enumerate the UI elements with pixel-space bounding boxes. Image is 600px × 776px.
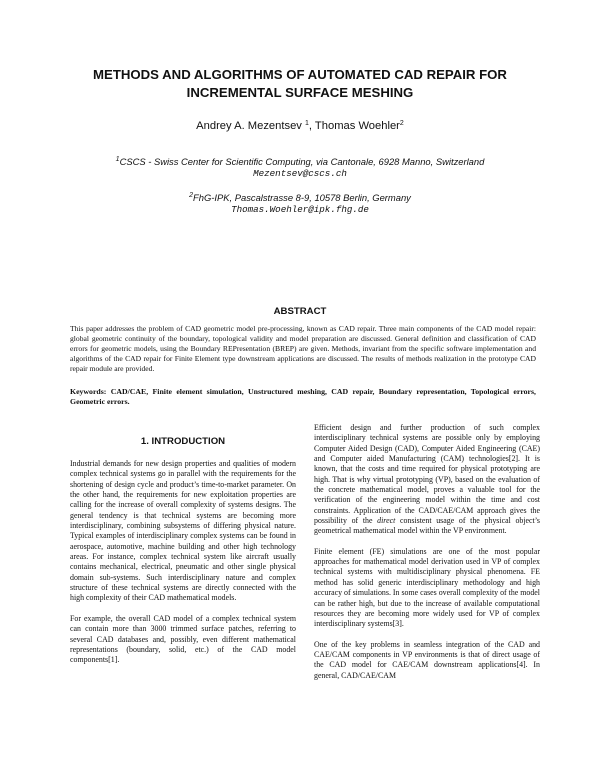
paragraph-part: consistent usage of the physical object’s geometrical mathematical model within the VP environment. bbox=[314, 516, 540, 536]
author-1-mark: 1 bbox=[305, 120, 309, 127]
affiliation-2-mark: 2 bbox=[189, 192, 194, 199]
emphasis: direct bbox=[377, 516, 396, 526]
paragraph: One of the key problems in seamless integration of the CAD and CAE/CAM components in VP environments is that of direct usage of the CAD model for CAE/CAM downstream applications[4]. In general, CAD/CAE/CAM bbox=[314, 639, 540, 680]
paragraph: Finite element (FE) simulations are one of the most popular approaches for mathematical model derivation used in VP of complex technical systems with multidisciplinary physical phenomena. FE method has solid generic interdisciplinary methodology and high accuracy of simulations. In some cases overall complexity of the model can be rather high, but due to the increase of available computational resources they are becoming more widely used for VP of complex interdisciplinary systems[3]. bbox=[314, 546, 540, 629]
affiliation-1-text: CSCS - Swiss Center for Scientific Computing, via Cantonale, 6928 Manno, Switzerland bbox=[119, 156, 485, 167]
author-2: Thomas Woehler bbox=[314, 120, 400, 132]
affiliation-2 bbox=[40, 192, 560, 204]
paragraph-part: Efficient design and further production of such complex interdisciplinary technical systems are possible only by employing Computer Aided Design (CAD), Computer Aided Engineering (CAE) and Computer aided Manufacturing (CAM) technologies[2]. It is known, that the costs and time required for physical prototyping are high. That is why virtual prototyping (VP), based on the evaluation of the concrete mathematical model, proves a valuable tool for the verification of the engineering model within the time and cost constraints. Application of the CAD/CAE/CAM approach gives the possibility of the bbox=[314, 423, 540, 526]
paper-title bbox=[40, 66, 560, 102]
keywords: Keywords: CAD/CAE, Finite element simulation, Unstructured meshing, CAD repair, Boundary representation, Topological errors, Geometric errors. bbox=[70, 387, 536, 407]
affiliation-2-text: FhG-IPK, Pascalstrasse 8-9, 10578 Berlin, Germany bbox=[193, 192, 411, 203]
right-column bbox=[314, 423, 540, 691]
affiliation-1 bbox=[40, 156, 560, 168]
author-1: Andrey A. Mezentsev bbox=[196, 120, 302, 132]
title-line-2: INCREMENTAL SURFACE MESHING bbox=[186, 85, 414, 100]
author-separator: , bbox=[308, 120, 315, 132]
affiliation-1-mark: 1 bbox=[115, 156, 120, 163]
author-list bbox=[40, 119, 560, 133]
paragraph: Industrial demands for new design properties and qualities of modern complex technical systems go in parallel with the requirements for the shortening of design cycle and product’s time-to-market parameter. On the other hand, the requirements for new exploitation properties are calling for the increase of overall complexity of systems designs. The general tendency is that technical systems are becoming more interdisciplinary, combining subsystems of differing physical nature. Typical examples of interdisciplinary complex systems can be found in aerospace, automotive, machine building and other high technology areas. For instance, complex technical system like aircraft usually contains mechanical, electrical, pneumatic and other single physical domain sub-systems. Such interdisciplinary nature and complex structure of these technical systems are directly connected with the high complexity of their CAD mathematical models. bbox=[70, 459, 296, 603]
left-column bbox=[70, 459, 296, 676]
paragraph: For example, the overall CAD model of a complex technical system can contain more than 3000 trimmed surface patches, referring to several CAD databases and, possibly, even different mathematical representations (boundary, solid, etc.) of the CAD model components[1]. bbox=[70, 613, 296, 665]
email-1: Mezentsev@cscs.ch bbox=[253, 168, 347, 179]
section-heading-introduction: 1. INTRODUCTION bbox=[140, 436, 226, 447]
author-2-mark: 2 bbox=[399, 120, 404, 127]
abstract-text: This paper addresses the problem of CAD geometric model pre-processing, known as CAD repair. Three main components of the CAD model repair: global geometric continuity of the boundary, topological validity and model preparation are discussed. General definition and classification of CAD errors for geometric models, using the Boundary REPresentation (BREP) are given. Methods, invariant from the specific software implementation and algorithms of the CAD repair for Finite Element type downstream applications are discussed. The results of methods realization in the prototype CAD repair module are provided. bbox=[70, 324, 536, 374]
email-2: Thomas.Woehler@ipk.fhg.de bbox=[231, 204, 369, 215]
title-line-1: METHODS AND ALGORITHMS OF AUTOMATED CAD REPAIR FOR bbox=[93, 67, 507, 82]
paragraph bbox=[314, 423, 540, 537]
abstract-heading: ABSTRACT bbox=[273, 306, 327, 317]
